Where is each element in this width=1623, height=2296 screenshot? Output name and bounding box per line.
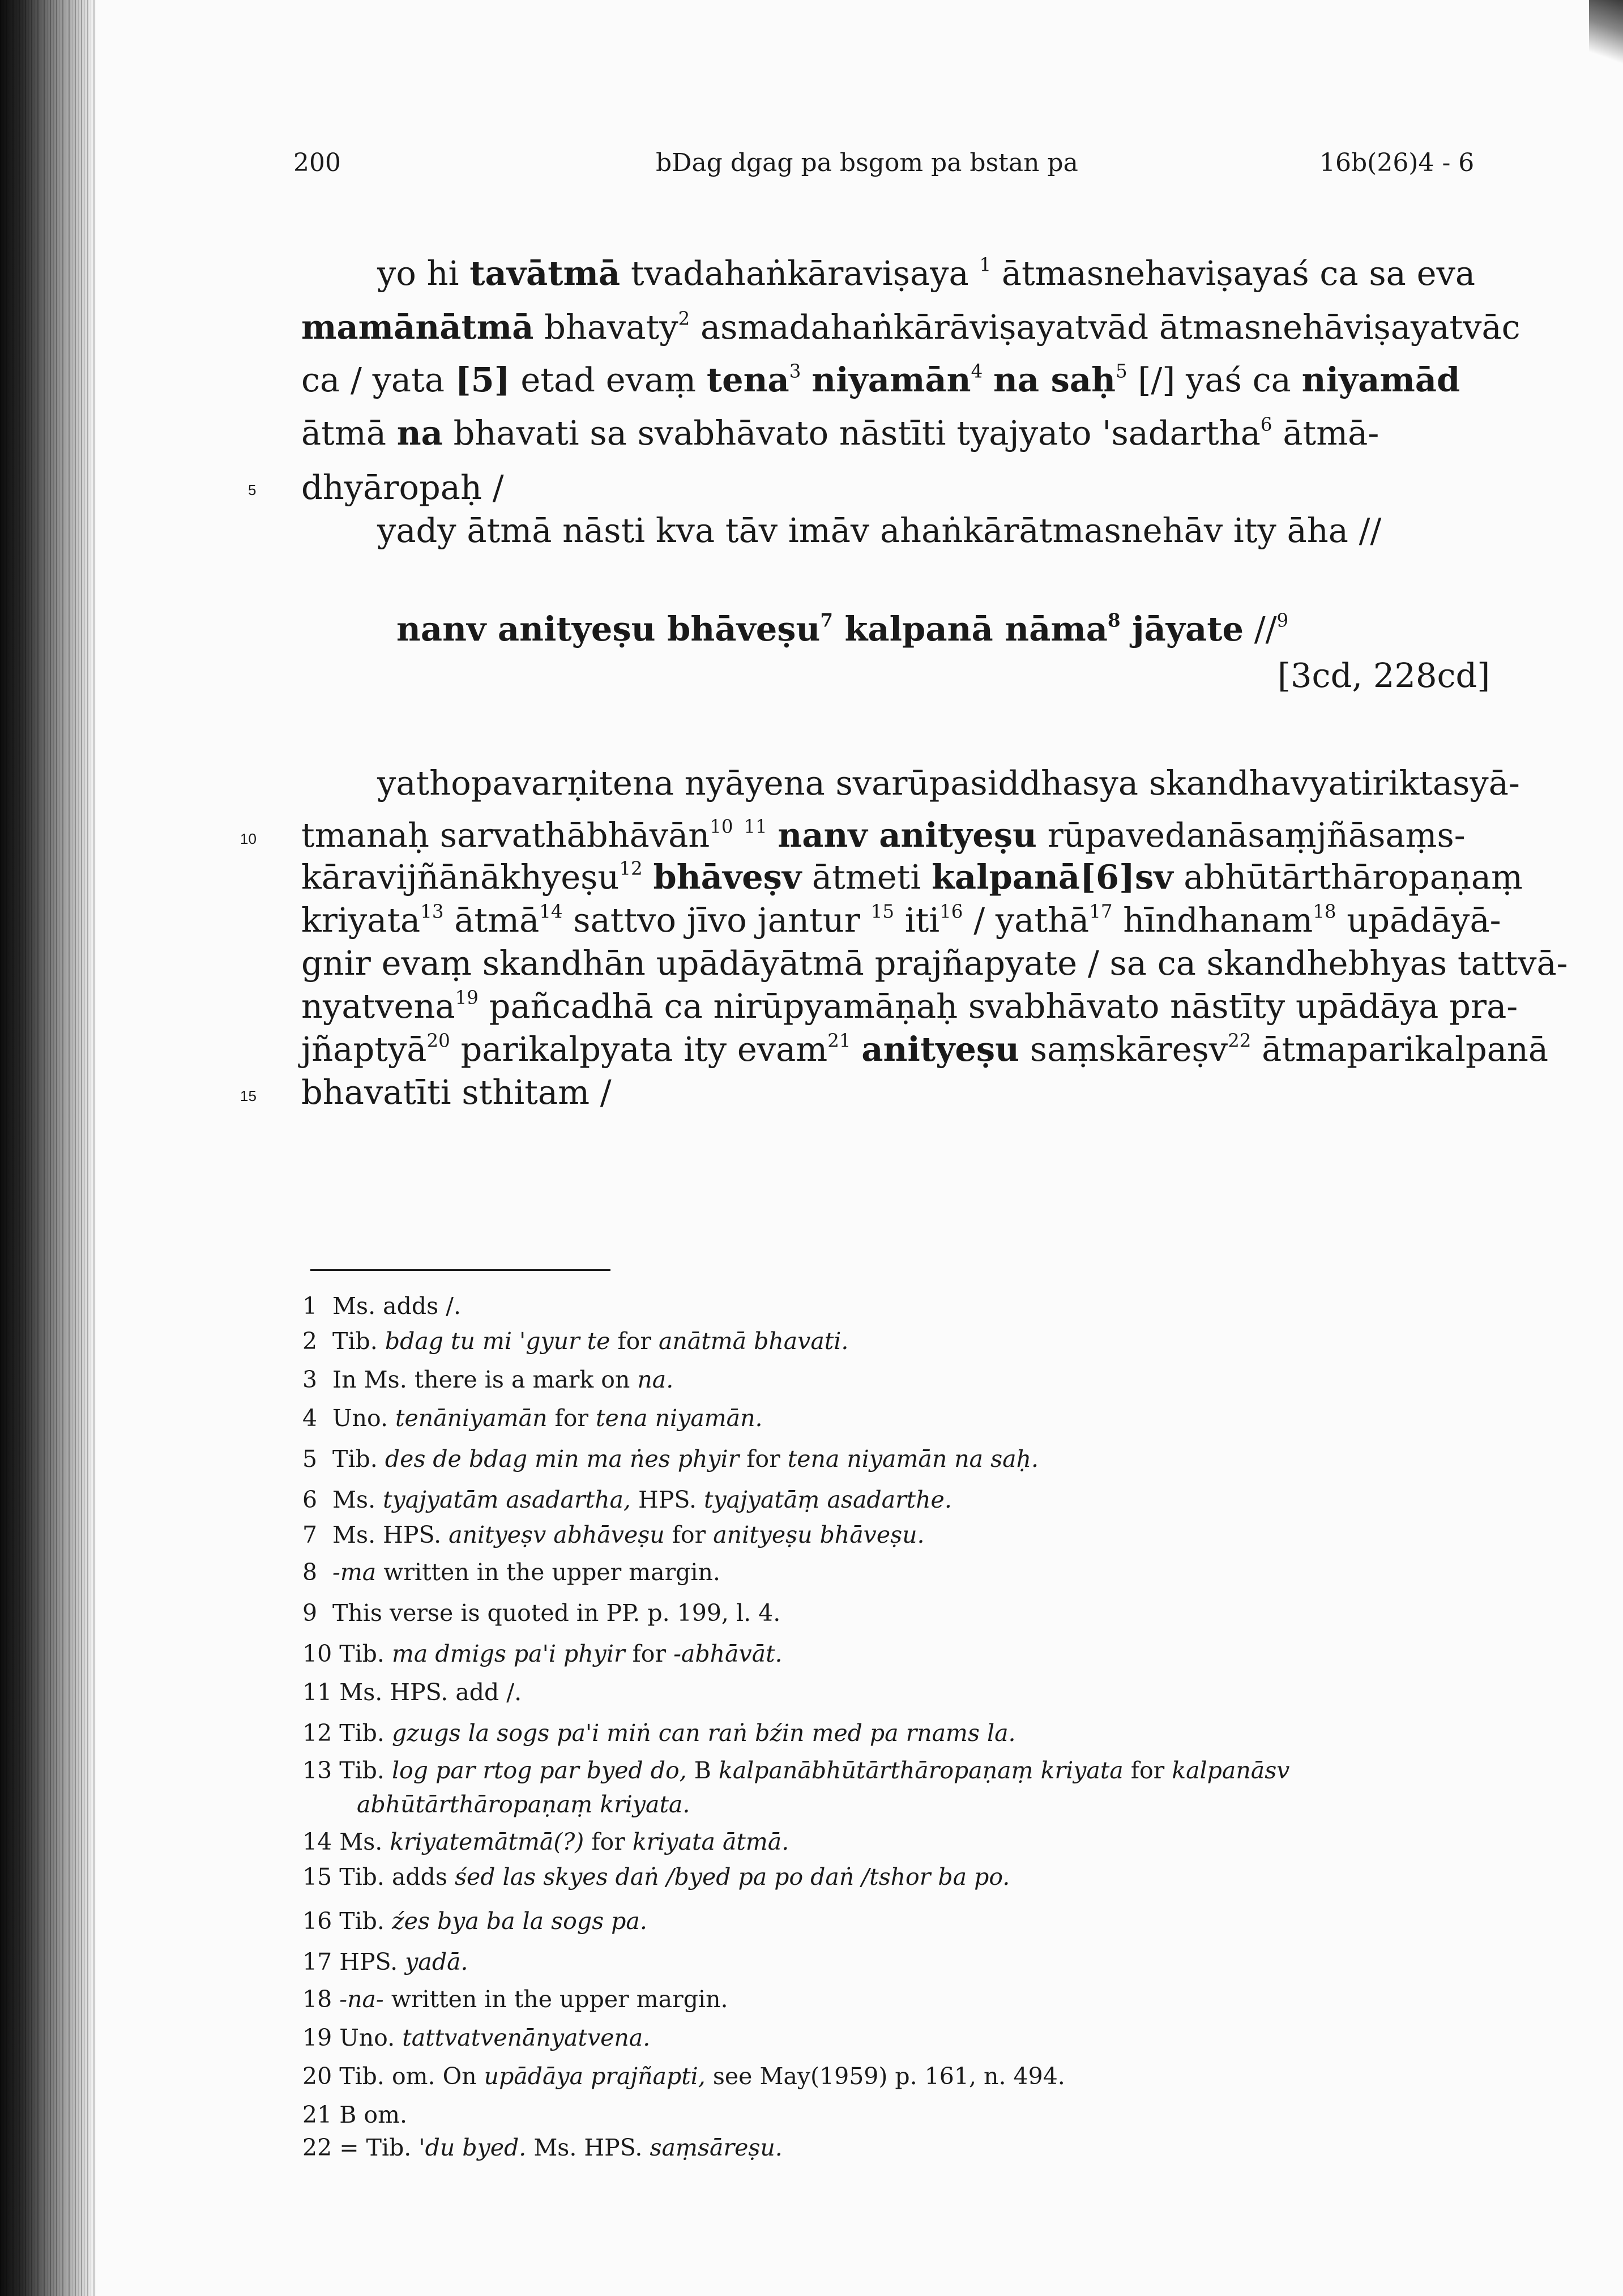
para1-line4: ātmā na bhavati sa svabhāvato nāstīti tyajyato 'sadartha$^6$ ātmā- (301, 413, 1379, 453)
footnote-separator (310, 1269, 610, 1271)
footnote: 1 Ms. adds /. (302, 1292, 461, 1320)
para2-line8: bhavatīti sthitam / (301, 1073, 612, 1112)
para2-line5: gnir evaṃ skandhān upādāyātmā prajñapyate / sa ca skandhebhyas tattvā- (301, 944, 1568, 983)
para2-line3: kāravijñānākhyeṣu$^{12}$ bhāveṣv ātmeti kalpanā[6]sv abhūtārthāropaṇaṃ (301, 857, 1523, 897)
footnote: 16 Tib. źes bya ba la sogs pa. (302, 1907, 647, 1935)
footnote: 20 Tib. om. On upādāya prajñapti, see May(1959) p. 161, n. 494. (302, 2063, 1065, 2090)
line-number-15: 15 (240, 1087, 257, 1104)
footnote: 7 Ms. HPS. anityeṣv abhāveṣu for anityeṣu bhāveṣu. (302, 1521, 925, 1548)
line-number-10: 10 (240, 830, 257, 847)
para2-line4: kriyata$^{13}$ ātmā$^{14}$ sattvo jīvo jantur $^{15}$ iti$^{16}$ / yathā$^{17}$ hīndhanam$^{18}$ upādāyā- (301, 901, 1501, 940)
footnote: 5 Tib. des de bdag min ma ṅes phyir for tena niyamān na saḥ. (302, 1445, 1039, 1473)
footnote: 11 Ms. HPS. add /. (302, 1679, 522, 1706)
para2-line6: nyatvena$^{19}$ pañcadhā ca nirūpyamāṇaḥ svabhāvato nāstīty upādāya pra- (301, 987, 1518, 1026)
footnote: 19 Uno. tattvatvenānyatvena. (302, 2024, 651, 2051)
para2-line1: yathopavarṇitena nyāyena svarūpasiddhasya skandhavyatiriktasyā- (377, 763, 1520, 803)
running-header (0, 148, 1623, 182)
footnote: 6 Ms. tyajyatām asadartha, HPS. tyajyatāṃ asadarthe. (302, 1486, 952, 1513)
footnote: 8 -ma written in the upper margin. (302, 1559, 720, 1586)
para2-line2: tmanaḥ sarvathābhāvān$^{10}$ $^{11}$ nanv anityeṣu rūpavedanāsaṃjñāsaṃs- (301, 816, 1466, 855)
para1-line2: mamānātmā bhavaty$^2$ asmadahaṅkārāviṣayatvād ātmasnehāviṣayatvāc (301, 308, 1521, 347)
footnote-continuation: abhūtārthāropaṇaṃ kriyata. (357, 1791, 690, 1818)
running-title: bDag dgag pa bsgom pa bstan pa (656, 148, 1078, 177)
footnote: 9 This verse is quoted in PP. p. 199, l. 4. (302, 1599, 781, 1627)
footnote: 21 B om. (302, 2101, 407, 2128)
footnote: 10 Tib. ma dmigs pa'i phyir for -abhāvāt. (302, 1640, 783, 1667)
footnote: 14 Ms. kriyatemātmā(?) for kriyata ātmā. (302, 1828, 789, 1855)
para1-line5: dhyāropaḥ / (301, 468, 504, 507)
footnote: 12 Tib. gzugs la sogs pa'i miṅ can raṅ bźin med pa rnams la. (302, 1719, 1016, 1747)
footnote: 17 HPS. yadā. (302, 1948, 468, 1975)
footnote: 2 Tib. bdag tu mi 'gyur te for anātmā bhavati. (302, 1328, 849, 1355)
para2-line7: jñaptyā$^{20}$ parikalpyata ity evam$^{21}$ anityeṣu saṃskāreṣv$^{22}$ ātmaparikalpanā (301, 1030, 1549, 1069)
para1-line6: yady ātmā nāsti kva tāv imāv ahaṅkārātmasnehāv ity āha // (377, 511, 1382, 550)
para1-line1: yo hi tavātmā tvadahaṅkāraviṣaya $^1$ ātmasnehaviṣayaś ca sa eva (377, 254, 1476, 293)
footnote: 3 In Ms. there is a mark on na. (302, 1366, 674, 1393)
footnote: 18 -na- written in the upper margin. (302, 1986, 728, 2013)
footnote: 4 Uno. tenāniyamān for tena niyamān. (302, 1405, 763, 1432)
page-corner-shadow (1589, 0, 1623, 79)
para1-line3: ca / yata [5] etad evaṃ tena$^3$ niyamān$^4$ na saḥ$^5$ [/] yaś ca niyamād (301, 360, 1460, 399)
footnote: 15 Tib. adds śed las skyes daṅ /byed pa po daṅ /tshor ba po. (302, 1863, 1010, 1890)
footnote: 13 Tib. log par rtog par byed do, B kalpanābhūtārthāropaṇaṃ kriyata for kalpanāsv (302, 1757, 1290, 1784)
line-number-5: 5 (248, 481, 257, 498)
page-number: 200 (293, 148, 341, 177)
verse-line: nanv anityeṣu bhāveṣu$^7$ kalpanā nāma$^8$ jāyate //$^9$ (396, 609, 1289, 648)
verse-reference: [3cd, 228cd] (1278, 656, 1490, 695)
folio-reference: 16b(26)4 - 6 (1319, 148, 1475, 177)
book-gutter (0, 0, 96, 2296)
footnote: 22 = Tib. 'du byed. Ms. HPS. saṃsāreṣu. (302, 2134, 783, 2161)
